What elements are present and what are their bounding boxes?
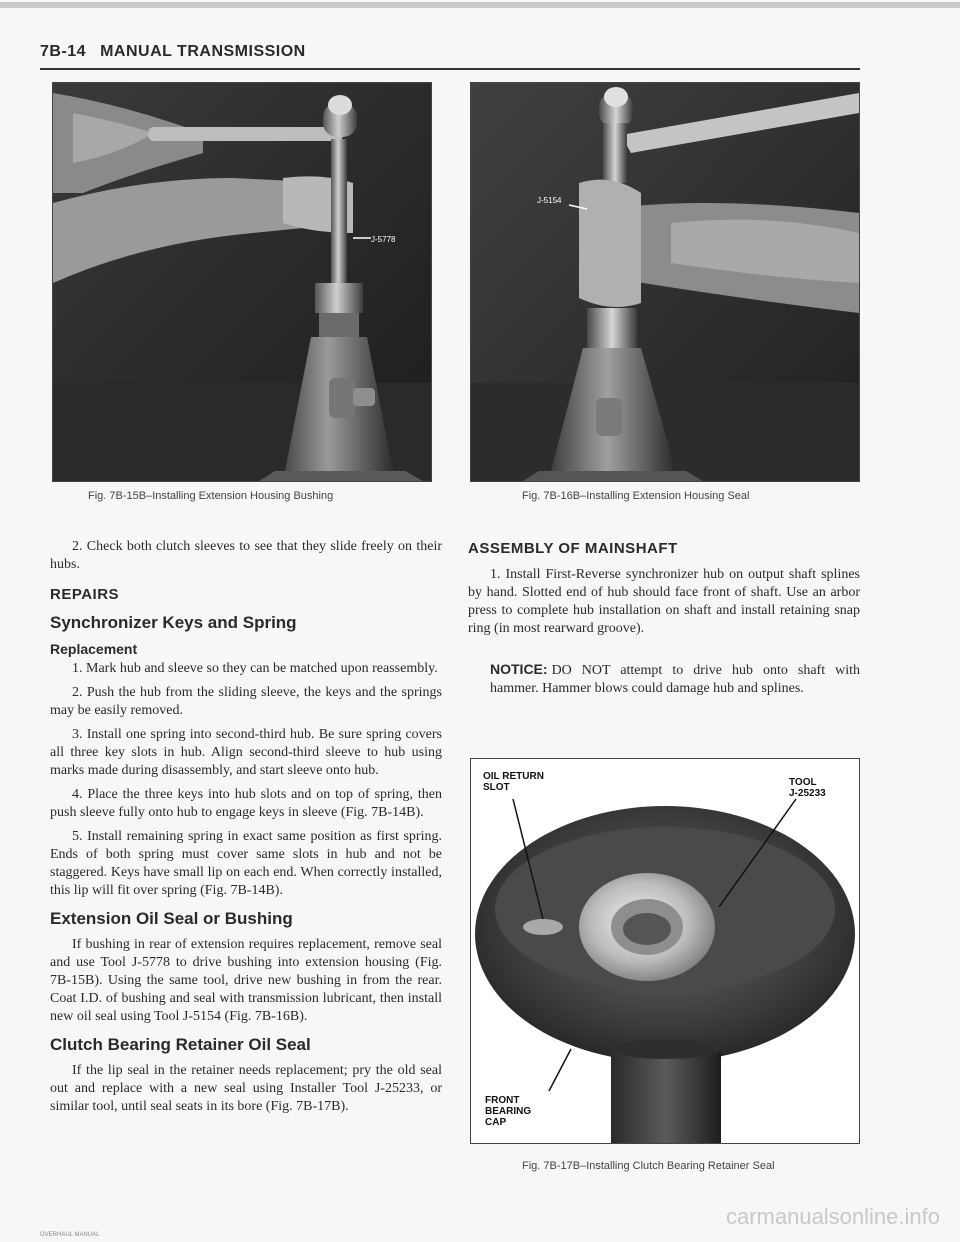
watermark: carmanualsonline.info [725,1204,940,1229]
tool-label-j5154: J-5154 [537,196,562,205]
paragraph-extension-seal: If bushing in rear of extension requires replacement, remove seal and use Tool J-5778 to drive bushing into extension housing (Fig. 7B-15B). Using the same tool, drive new bushing in from the rear. Coat I.D. of bushing and seal with transmission lubricant, then install new oil seal using Tool J-5154 (Fig. 7B-16B). [50,937,442,1024]
step-4: 4. Place the three keys into hub slots and on top of spring, then push sleeve fully onto hub to engage keys in sleeve (Fig. 7B-14B). [50,787,442,820]
heading-assembly-mainshaft: ASSEMBLY OF MAINSHAFT [468,540,678,557]
photo-hammer-seal [471,83,859,481]
section-number: 7B-14 [40,43,87,60]
notice-label: NOTICE: [490,661,548,677]
callout-oil-return: OIL RETURN [483,771,544,782]
top-rule [0,2,960,8]
heading-extension-seal: Extension Oil Seal or Bushing [50,909,293,928]
heading-replacement: Replacement [50,641,138,657]
step-3: 3. Install one spring into second-third hub. Be sure spring covers all three key slots in hub. Align second-third sleeve to hub using marks made during disassembly, and start sleeve onto hub. [50,727,442,778]
heading-repairs: REPAIRS [50,586,120,603]
figure-extension-housing-bushing [52,82,432,482]
callout-tool-number: J-25233 [789,788,826,799]
left-column [50,538,442,1122]
heading-clutch-seal: Clutch Bearing Retainer Oil Seal [50,1035,311,1054]
figure-clutch-bearing-retainer-seal [470,758,860,1144]
photo-retainer-seal [471,759,859,1143]
notice-text: DO NOT attempt to drive hub onto shaft with hammer. Hammer blows could damage hub and splines. [490,663,860,696]
figure-caption-17b: Fig. 7B-17B–Installing Clutch Bearing Retainer Seal [522,1160,775,1172]
callout-bearing: BEARING [485,1106,532,1117]
figure-extension-housing-seal [470,82,860,482]
right-column [468,538,860,698]
figure-caption-15b: Fig. 7B-15B–Installing Extension Housing Bushing [88,490,334,502]
callout-cap: CAP [485,1117,507,1128]
photo-hammer-bushing [53,83,431,481]
header-text [40,43,306,61]
callout-tool-j25233 [789,777,826,799]
step-5: 5. Install remaining spring in exact same position as first spring. Ends of both spring must cover same slots in hub and not be staggered. Keys have small lip on each end. When correctly installed, this lip will fit over spring (Fig. 7B-14B). [50,829,442,898]
step-1: 1. Mark hub and sleeve so they can be matched upon reassembly. [72,661,438,676]
callout-tool: TOOL [789,777,817,788]
section-title: MANUAL TRANSMISSION [100,43,306,60]
figure-caption-16b: Fig. 7B-16B–Installing Extension Housing Seal [522,490,750,502]
step-2: 2. Push the hub from the sliding sleeve, the keys and the springs may be easily removed. [50,685,442,718]
notice-box [490,660,860,698]
callout-oil-return-slot [483,771,544,793]
heading-synchronizer: Synchronizer Keys and Spring [50,613,297,632]
tool-label-j5778: J-5778 [371,235,396,244]
paragraph-clutch-seal: If the lip seal in the retainer needs replacement; pry the old seal out and replace with a new seal using Installer Tool J-25233, or similar tool, until seal seats in its bore (Fig. 7B-17B). [50,1063,442,1114]
paragraph-install-hub: 1. Install First-Reverse synchronizer hub on output shaft splines by hand. Slotted end of hub should face front of shaft. Use an arbor press to complete hub installation on shaft and install retaining snap ring (in most rearward groove). [468,567,860,636]
callout-slot: SLOT [483,782,510,793]
callout-front-bearing-cap [485,1095,531,1128]
callout-front: FRONT [485,1095,520,1106]
page-header [40,38,860,70]
footer-manual-name: OVERHAUL MANUAL [40,1232,100,1238]
paragraph-check-sleeves: 2. Check both clutch sleeves to see that they slide freely on their hubs. [50,539,442,572]
